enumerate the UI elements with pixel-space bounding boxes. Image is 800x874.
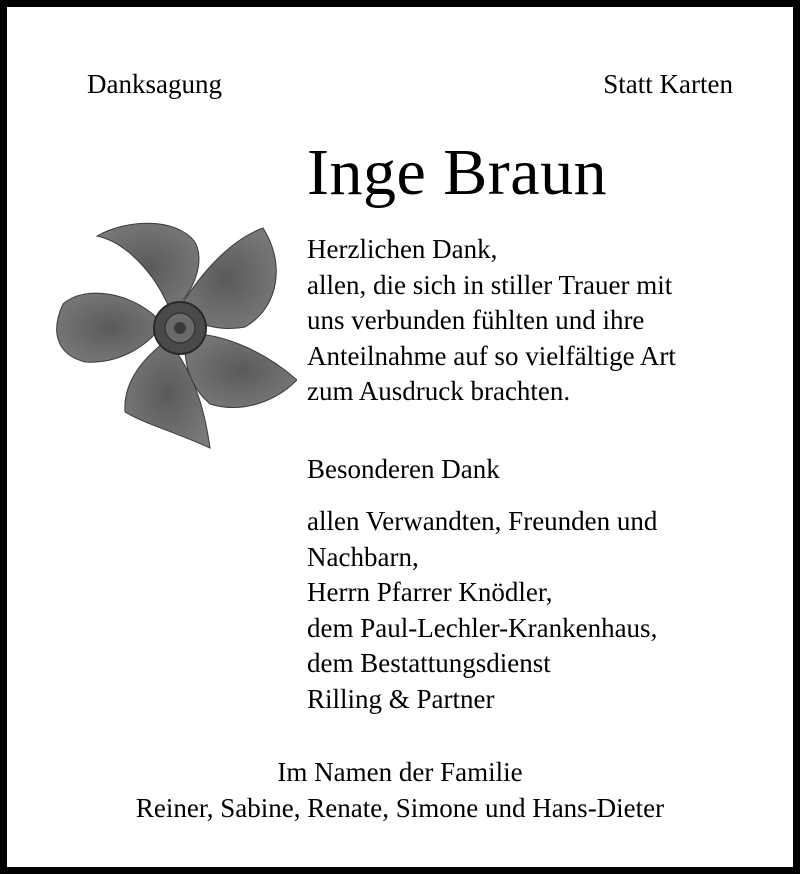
special-thanks-line: dem Paul-Lechler-Krankenhaus, xyxy=(307,612,658,643)
special-thanks-line: allen Verwandten, Freunden und xyxy=(307,506,658,536)
special-thanks-heading: Besonderen Dank xyxy=(307,454,500,484)
footer-family-label: Im Namen der Familie xyxy=(277,757,523,787)
thanks-line: Herzlichen Dank, xyxy=(307,234,498,264)
deceased-name: Inge Braun xyxy=(307,136,608,209)
thanks-line: uns verbunden fühlten und ihre xyxy=(307,305,645,335)
special-thanks-line: Herrn Pfarrer Knödler, xyxy=(307,577,553,607)
footer-family-names: Reiner, Sabine, Renate, Simone und Hans-Dieter xyxy=(135,793,665,823)
thanks-line: Anteilnahme auf so vielfältige Art xyxy=(307,340,676,371)
flower-icon xyxy=(45,212,297,452)
thanks-line: allen, die sich in stiller Trauer mit xyxy=(307,269,673,300)
thanks-paragraph xyxy=(307,232,676,410)
special-thanks-line: Nachbarn, xyxy=(307,541,419,572)
header-right-note: Statt Karten xyxy=(603,69,733,99)
thanks-line: zum Ausdruck brachten. xyxy=(307,376,571,406)
special-thanks-line: dem Bestattungsdienst xyxy=(307,648,551,678)
special-thanks-line: Rilling & Partner xyxy=(307,683,495,714)
special-thanks-list xyxy=(307,504,657,717)
header-left-title: Danksagung xyxy=(87,69,222,99)
